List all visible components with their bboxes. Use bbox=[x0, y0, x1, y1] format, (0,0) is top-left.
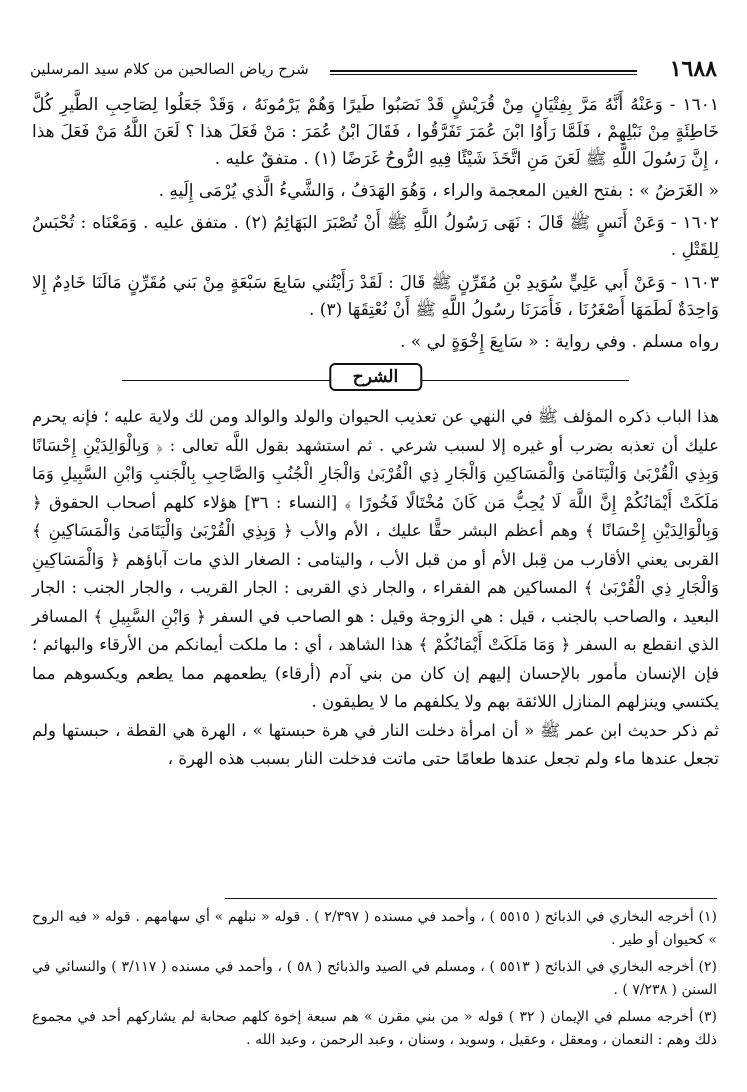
main-text bbox=[32, 92, 719, 774]
commentary bbox=[32, 403, 719, 774]
commentary-paragraph: ثم ذكر حديث ابن عمر ﷺ « أن امرأة دخلت النار في هرة حبستها » ، الهرة هي القطة ، حبستها ولم تجعل عندها ماء ولم تجعل عندها طعامًا حتى ماتت فدخلت النار بسبب هذه الهرة ، bbox=[32, 720, 719, 768]
sharh-divider bbox=[32, 363, 719, 399]
header-rule bbox=[330, 70, 637, 75]
footnotes bbox=[32, 906, 717, 1056]
page-number: ١٦٨٨ bbox=[669, 56, 717, 82]
page-header bbox=[30, 56, 717, 86]
footnote-1: (١) أخرجه البخاري في الذبائح ( ٥٥١٥ ) ، وأحمد في مسنده ( ٢/٣٩٧ ) . قوله « نبلهم » أي سهامهم . قوله « فيه الروح » كحيوان أو طير . bbox=[32, 909, 717, 948]
hadith-1603: ١٦٠٣ - وَعَنْ أَبي عَلِيٍّ سُوَيدِ بْنِ مُقَرِّنٍ ﷺ قَالَ : لَقَدْ رَأَيْتُني سَابِعَ سَبْعَةٍ مِنْ بَني مُقَرِّنٍ مَالَنَا خَادِمٌ إِلا وَاحِدَةٌ لَطَمَهَا أَصْغَرُنَا ، فَأَمَرَنَا رسُولُ اللَّهِ ﷺ أَنْ نُعْتِقَهَا (٣) . bbox=[32, 273, 719, 320]
sharh-heading: الشرح bbox=[329, 363, 422, 391]
hadith-1602: ١٦٠٢ - وَعَنْ أَنَسٍ ﷺ قَالَ : نَهَى رَسُولُ اللَّهِ ﷺ أَنْ تُصْبَرَ البَهَائِمُ (٢) . متفق عليه . وَمَعْنَاه : تُحْبَسُ لِلقَتْلِ . bbox=[32, 213, 719, 260]
riwaya-note: رواه مسلم . وفي رواية : « سَابِعَ إِخْوَةٍ لي » . bbox=[399, 332, 719, 352]
hadith-1601: ١٦٠١ - وَعَنْهُ أَنَّهُ مَرَّ بِفِتْيَانٍ مِنْ قُرَيْشٍ قَدْ نَصَبُوا طَيرًا وَهُمْ يَرْمُونَهُ ، وَقَدْ جَعَلُوا لِصَاحِبِ الطَّيرِ كُلَّ خَاطِئَةٍ مِنْ نَبْلِهِمْ ، فَلَمَّا رَأَوُا ابْنَ عُمَرَ تَفَرَّقُوا ، فَقَالَ ابْنُ عُمَرَ : مَنْ فَعَلَ هذا ؟ لَعَنَ اللَّهُ مَنْ فَعَلَ هذا ، إِنَّ رَسُولَ اللَّهِ ﷺ لَعَنَ مَنِ اتَّخَذَ شَيْئًا فِيهِ الرُّوحُ غَرَضًا (١) . متفقٌ عليه . bbox=[32, 95, 719, 169]
footnote-2: (٢) أخرجه البخاري في الذبائح ( ٥٥١٣ ) ، ومسلم في الصيد والذبائح ( ٥٨ ) ، وأحمد في مسنده ( ٣/١١٧ ) والنسائي في السنن ( ٧/٢٣٨ ) . bbox=[32, 959, 718, 998]
commentary-paragraph: هذا الباب ذكره المؤلف ﷺ في النهي عن تعذيب الحيوان والولد والوالد ومن لك ولاية عليه ؛ فإنه يحرم عليك أن تعذبه بضرب أو غيره إلا لسبب شرعي . ثم استشهد بقول اللَّه تعالى : ﴿ وَبِالْوَالِدَيْنِ إِحْسَانًا وَبِذِي الْقُرْبَىٰ وَالْيَتَامَىٰ وَالْمَسَاكِينِ وَالْجَارِ ذِي الْقُرْبَىٰ وَالْجَارِ الْجُنُبِ وَالصَّاحِبِ بِالْجَنبِ وَابْنِ السَّبِيلِ وَمَا مَلَكَتْ أَيْمَانُكُمْ إِنَّ اللَّهَ لَا يُحِبُّ مَن كَانَ مُخْتَالًا فَخُورًا ﴾ [النساء : ٣٦] هؤلاء كلهم أصحاب الحقوق ﴿ وَبِالْوَالِدَيْنِ إِحْسَانًا ﴾ وهم أعظم البشر حقًّا عليك ، الأم والأب ﴿ وَبِذِي الْقُرْبَىٰ وَالْيَتَامَىٰ وَالْمَسَاكِينِ ﴾ القربى يعني الأقارب من قِبل الأم أو من قبل الأب ، واليتامى : الصغار الذي مات آباؤهم ﴿ وَالْمَسَاكِينِ وَالْجَارِ ذِي الْقُرْبَىٰ ﴾ المساكين هم الفقراء ، والجار ذي القربى : الجار القريب ، والجار الجنب : الجار البعيد ، والصاحب بالجنب ، قيل : هي الزوجة وقيل : هو الصاحب في السفر ﴿ وَابْنِ السَّبِيلِ ﴾ المسافر الذي انقطع به السفر ﴿ وَمَا مَلَكَتْ أَيْمَانُكُمْ ﴾ هذا الشاهد ، أي : ما ملكت أيمانكم من الأرقاء والبهائم ؛ فإن الإنسان مأمور بالإحسان إليهم إن كان من بني آدم (أرقاء) يطعمهم مما يطعم ويكسوهم مما يكتسي وينزلهم المنازل اللائقة بهم ولا يكلفهم ما لا يطيقون . bbox=[32, 407, 720, 711]
footnote-3: (٣) أخرجه مسلم في الإيمان ( ٣٢ ) قوله « من بني مقرن » هم سبعة إخوة كلهم صحابة لم يشاركهم أحد في مجموع ذلك وهم : النعمان ، ومعقل ، وعقيل ، وسويد ، وسنان ، وعبد الرحمن ، وعبد الله . bbox=[32, 1009, 717, 1048]
gharib-note: « الغَرَضُ » : بفتح الغين المعجمة والراء ، وَهُوَ الهَدَفُ ، وَالشَّيءُ الَّذي يُرْمَى إِلَيهِ . bbox=[158, 181, 719, 201]
footnote-rule bbox=[225, 898, 717, 899]
running-title: شرح رياض الصالحين من كلام سيد المرسلين bbox=[30, 60, 309, 78]
